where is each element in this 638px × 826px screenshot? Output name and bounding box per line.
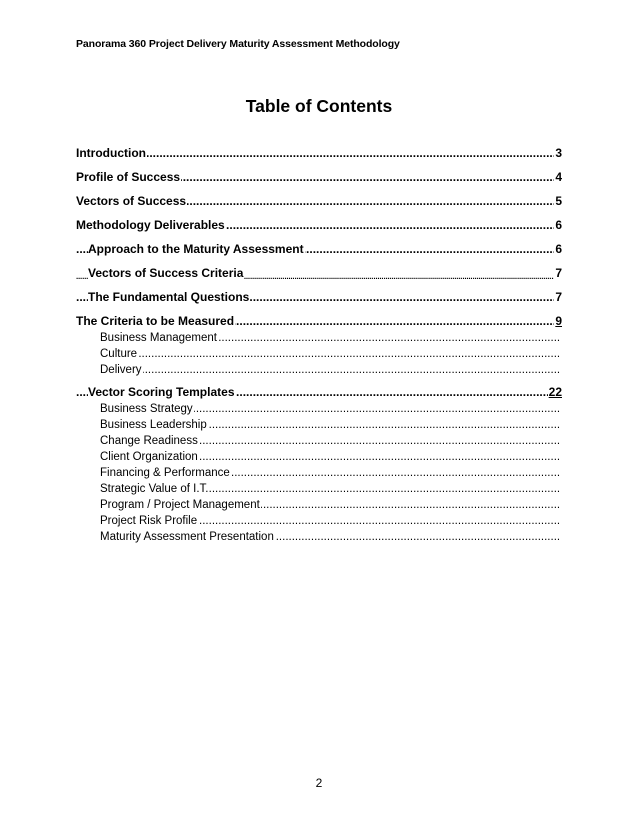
toc-entry-label: Change Readiness <box>100 435 198 447</box>
toc-entry-client-organization[interactable] <box>76 449 560 465</box>
toc-entry-label: Financing & Performance <box>100 467 230 479</box>
toc-entry-page: 6 <box>555 218 562 232</box>
toc-entry-business-management[interactable] <box>76 330 560 346</box>
toc-entry-label: Business Leadership <box>100 419 207 431</box>
toc-entry-page: 6 <box>555 242 562 256</box>
toc-entry-change-readiness[interactable] <box>76 433 560 449</box>
toc-entry-page: 5 <box>555 194 562 208</box>
toc-entry-financing-performance[interactable] <box>76 465 560 481</box>
toc-entry-label: Introduction <box>76 146 146 160</box>
toc-entry-vector-scoring-templates[interactable] <box>76 384 562 400</box>
toc-entry-methodology-deliverables[interactable] <box>76 217 562 233</box>
toc-entry-label: Delivery <box>100 364 142 376</box>
toc-entry-vectors-criteria[interactable] <box>76 265 562 281</box>
toc-entry-page: 3 <box>555 146 562 160</box>
toc-entry-maturity-assessment-presentation[interactable] <box>76 529 560 545</box>
toc-entry-business-leadership[interactable] <box>76 417 560 433</box>
toc-entry-label: Vectors of Success Criteria <box>88 266 244 280</box>
toc-entry-project-risk-profile[interactable] <box>76 513 560 529</box>
toc-entry-introduction[interactable] <box>76 145 562 161</box>
toc-entry-profile-of-success[interactable] <box>76 169 562 185</box>
toc-entry-business-strategy[interactable] <box>76 401 560 417</box>
table-of-contents <box>76 145 562 545</box>
toc-entry-delivery[interactable] <box>76 362 560 378</box>
toc-entry-strategic-value-it[interactable] <box>76 481 560 497</box>
toc-entry-label: The Criteria to be Measured <box>76 314 235 328</box>
toc-entry-label: Culture <box>100 348 138 360</box>
toc-entry-page: 4 <box>555 170 562 184</box>
toc-entry-label: Strategic Value of I.T. <box>100 483 209 495</box>
toc-entry-approach[interactable] <box>76 241 562 257</box>
running-header: Panorama 360 Project Delivery Maturity Assessment Methodology <box>76 38 400 50</box>
toc-entry-culture[interactable] <box>76 346 560 362</box>
toc-entry-page: 7 <box>555 266 562 280</box>
toc-entry-label: Approach to the Maturity Assessment <box>88 242 304 256</box>
toc-entry-label: Project Risk Profile <box>100 515 198 527</box>
toc-entry-label: Vector Scoring Templates <box>88 385 235 399</box>
toc-entry-vectors-of-success[interactable] <box>76 193 562 209</box>
toc-entry-page: 9 <box>555 314 562 328</box>
toc-entry-label: Program / Project Management <box>100 499 260 511</box>
toc-entry-label: The Fundamental Questions <box>88 290 250 304</box>
toc-entry-label: Vectors of Success <box>76 194 187 208</box>
toc-entry-label: Maturity Assessment Presentation <box>100 531 274 543</box>
toc-entry-label: Client Organization <box>100 451 198 463</box>
toc-entry-label: Profile of Success <box>76 170 181 184</box>
toc-entry-label: Business Management <box>100 332 217 344</box>
toc-entry-criteria-measured[interactable] <box>76 313 562 329</box>
toc-entry-page: 22 <box>548 385 562 399</box>
toc-entry-page: 7 <box>555 290 562 304</box>
toc-entry-program-project-management[interactable] <box>76 497 560 513</box>
page-number: 2 <box>315 776 323 790</box>
toc-entry-label: Business Strategy <box>100 403 193 415</box>
toc-entry-label: Methodology Deliverables <box>76 218 225 232</box>
page-title: Table of Contents <box>245 96 393 116</box>
toc-entry-fundamental-questions[interactable] <box>76 289 562 305</box>
